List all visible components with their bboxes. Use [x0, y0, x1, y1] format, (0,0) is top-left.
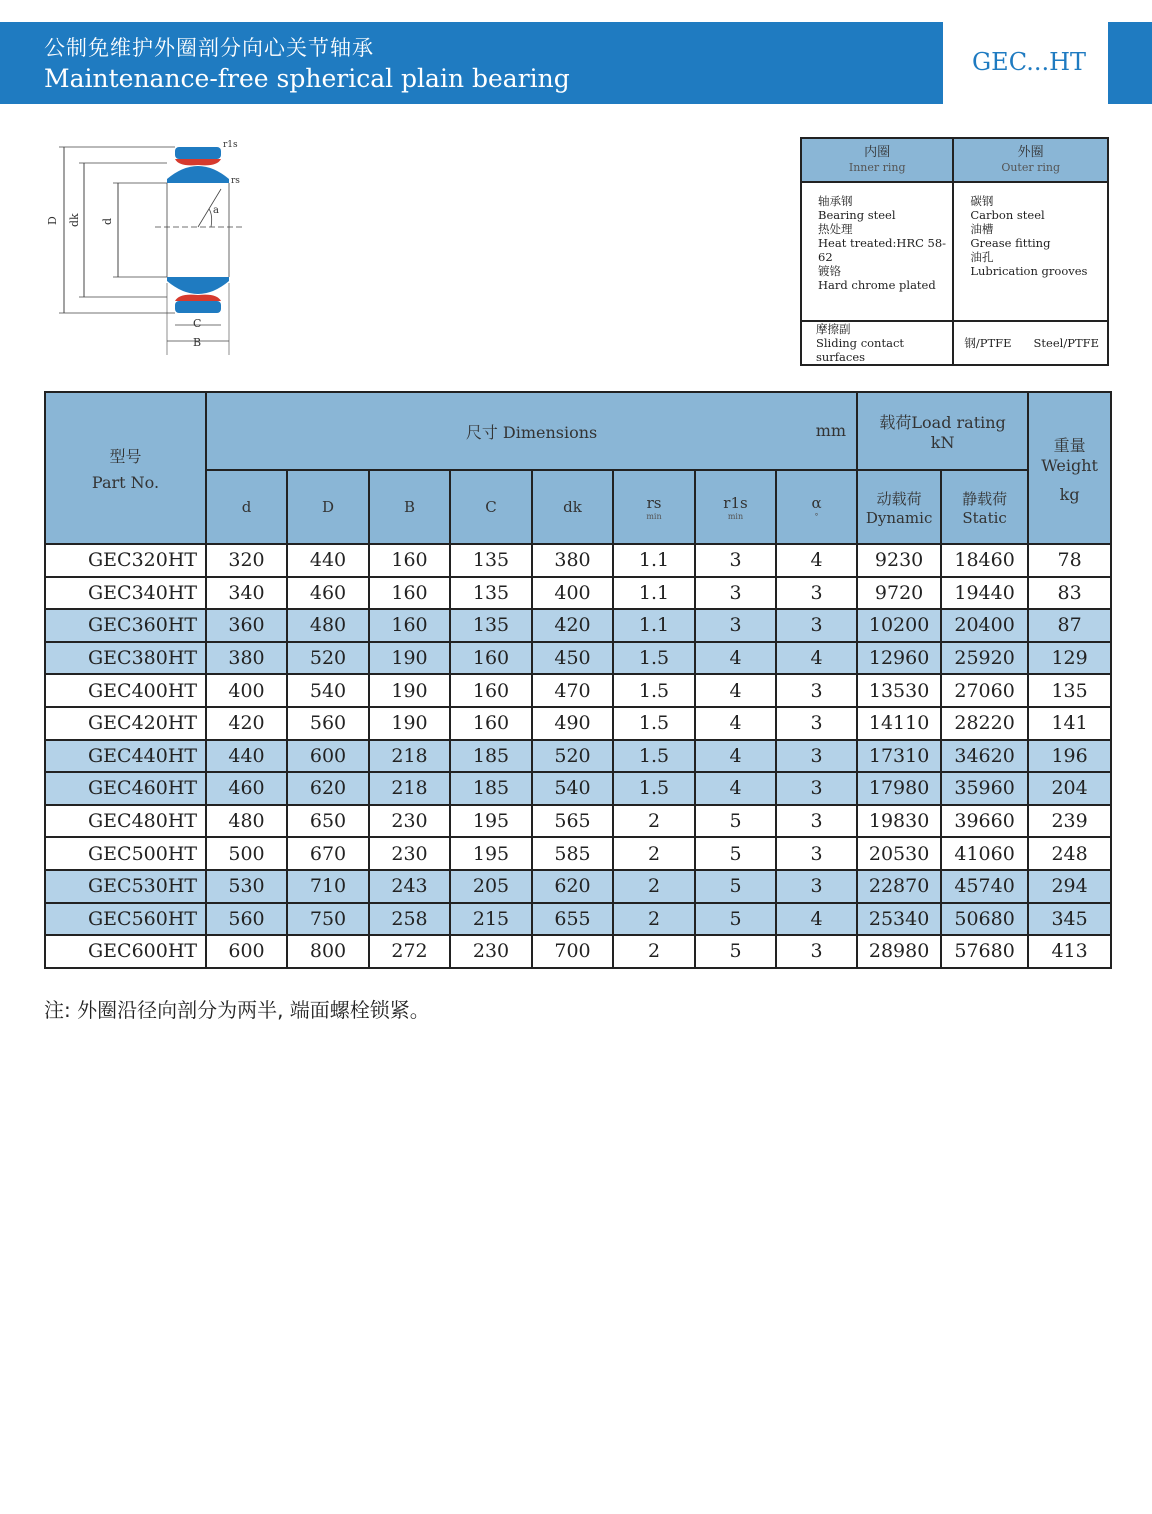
table-cell: 3 — [776, 772, 857, 805]
dimensions-unit: mm — [815, 421, 847, 440]
table-cell: 17310 — [857, 740, 941, 773]
table-cell: 160 — [450, 642, 532, 675]
table-cell: 670 — [287, 837, 369, 870]
table-row — [45, 903, 1111, 936]
table-cell: 450 — [532, 642, 613, 675]
spec-table — [44, 391, 1112, 969]
table-cell: 400 — [532, 577, 613, 610]
part-number-cell: GEC320HT — [45, 544, 206, 577]
table-cell: 345 — [1028, 903, 1111, 936]
table-cell: 565 — [532, 805, 613, 838]
table-cell: 460 — [287, 577, 369, 610]
inner-ring-spec: 轴承钢 Bearing steel 热处理 Heat treated:HRC 58-62 镀铬 Hard chrome plated — [801, 182, 953, 321]
table-cell: 420 — [206, 707, 287, 740]
table-cell: 18460 — [941, 544, 1028, 577]
table-cell: 1.5 — [613, 642, 695, 675]
col-r1s: r1s min — [695, 470, 776, 544]
table-cell: 12960 — [857, 642, 941, 675]
table-cell: 4 — [695, 642, 776, 675]
table-cell: 215 — [450, 903, 532, 936]
table-cell: 135 — [450, 577, 532, 610]
table-cell: 4 — [695, 707, 776, 740]
table-cell: 490 — [532, 707, 613, 740]
table-cell: 185 — [450, 740, 532, 773]
part-number-cell: GEC560HT — [45, 903, 206, 936]
table-cell: 3 — [776, 707, 857, 740]
table-cell: 500 — [206, 837, 287, 870]
table-cell: 1.5 — [613, 707, 695, 740]
table-cell: 19830 — [857, 805, 941, 838]
table-row — [45, 805, 1111, 838]
table-cell: 135 — [1028, 674, 1111, 707]
table-cell: 258 — [369, 903, 450, 936]
table-cell: 5 — [695, 935, 776, 968]
table-cell: 1.5 — [613, 674, 695, 707]
title-en: Maintenance-free spherical plain bearing — [44, 64, 570, 93]
table-cell: 248 — [1028, 837, 1111, 870]
table-cell: 4 — [776, 544, 857, 577]
table-cell: 470 — [532, 674, 613, 707]
table-cell: 25920 — [941, 642, 1028, 675]
table-cell: 218 — [369, 740, 450, 773]
col-D: D — [287, 470, 369, 544]
table-cell: 78 — [1028, 544, 1111, 577]
table-cell: 440 — [287, 544, 369, 577]
table-cell: 27060 — [941, 674, 1028, 707]
table-cell: 2 — [613, 870, 695, 903]
table-cell: 22870 — [857, 870, 941, 903]
label-D: D — [46, 216, 59, 225]
table-cell: 530 — [206, 870, 287, 903]
table-cell: 135 — [450, 544, 532, 577]
table-cell: 413 — [1028, 935, 1111, 968]
table-cell: 195 — [450, 837, 532, 870]
outer-ring-header: 外圈 Outer ring — [953, 138, 1108, 182]
table-cell: 3 — [776, 609, 857, 642]
table-cell: 1.5 — [613, 740, 695, 773]
part-number-cell: GEC360HT — [45, 609, 206, 642]
table-row — [45, 707, 1111, 740]
table-cell: 190 — [369, 674, 450, 707]
table-cell: 3 — [776, 935, 857, 968]
table-cell: 14110 — [857, 707, 941, 740]
table-cell: 1.1 — [613, 577, 695, 610]
table-cell: 600 — [287, 740, 369, 773]
part-number-cell: GEC500HT — [45, 837, 206, 870]
table-cell: 28220 — [941, 707, 1028, 740]
spec-table-body — [45, 544, 1111, 968]
table-cell: 50680 — [941, 903, 1028, 936]
part-number-cell: GEC530HT — [45, 870, 206, 903]
table-cell: 9720 — [857, 577, 941, 610]
table-cell: 520 — [287, 642, 369, 675]
label-a: a — [213, 205, 219, 216]
table-row — [45, 935, 1111, 968]
table-cell: 600 — [206, 935, 287, 968]
title-zh: 公制免维护外圈剖分向心关节轴承 — [44, 36, 374, 60]
table-cell: 380 — [206, 642, 287, 675]
series-label: GEC...HT — [972, 48, 1087, 76]
table-cell: 294 — [1028, 870, 1111, 903]
table-cell: 520 — [532, 740, 613, 773]
table-cell: 135 — [450, 609, 532, 642]
table-cell: 4 — [776, 642, 857, 675]
side-accent-bar — [1108, 22, 1152, 104]
part-number-cell: GEC600HT — [45, 935, 206, 968]
table-cell: 190 — [369, 707, 450, 740]
table-cell: 160 — [369, 577, 450, 610]
col-dk: dk — [532, 470, 613, 544]
load-rating-header: 载荷Load rating kN — [857, 392, 1028, 470]
part-number-cell: GEC400HT — [45, 674, 206, 707]
table-cell: 190 — [369, 642, 450, 675]
sliding-surface-label: 摩擦副 Sliding contact surfaces — [801, 321, 953, 365]
table-cell: 620 — [287, 772, 369, 805]
table-cell: 2 — [613, 837, 695, 870]
part-no-header: 型号 Part No. — [45, 392, 206, 544]
table-cell: 243 — [369, 870, 450, 903]
table-cell: 57680 — [941, 935, 1028, 968]
table-cell: 230 — [369, 837, 450, 870]
table-cell: 160 — [369, 544, 450, 577]
table-cell: 20400 — [941, 609, 1028, 642]
part-number-cell: GEC340HT — [45, 577, 206, 610]
table-row — [45, 642, 1111, 675]
table-cell: 218 — [369, 772, 450, 805]
table-cell: 160 — [450, 674, 532, 707]
table-cell: 25340 — [857, 903, 941, 936]
label-C: C — [193, 317, 202, 330]
inner-ring-header: 内圈 Inner ring — [801, 138, 953, 182]
table-cell: 360 — [206, 609, 287, 642]
part-number-cell: GEC380HT — [45, 642, 206, 675]
part-number-cell: GEC440HT — [45, 740, 206, 773]
table-cell: 5 — [695, 903, 776, 936]
footnote: 注: 外圈沿径向剖分为两半, 端面螺栓锁紧。 — [44, 998, 430, 1022]
table-row — [45, 740, 1111, 773]
table-cell: 28980 — [857, 935, 941, 968]
table-cell: 3 — [776, 837, 857, 870]
bearing-cross-section-drawing — [45, 135, 245, 360]
table-cell: 204 — [1028, 772, 1111, 805]
table-cell: 230 — [450, 935, 532, 968]
table-cell: 19440 — [941, 577, 1028, 610]
table-cell: 480 — [287, 609, 369, 642]
table-cell: 320 — [206, 544, 287, 577]
table-cell: 10200 — [857, 609, 941, 642]
table-cell: 3 — [695, 609, 776, 642]
table-cell: 35960 — [941, 772, 1028, 805]
table-cell: 20530 — [857, 837, 941, 870]
table-row — [45, 772, 1111, 805]
header-banner — [0, 22, 943, 104]
table-cell: 4 — [695, 674, 776, 707]
table-cell: 3 — [776, 740, 857, 773]
part-number-cell: GEC480HT — [45, 805, 206, 838]
col-rs: rs min — [613, 470, 695, 544]
table-cell: 650 — [287, 805, 369, 838]
table-cell: 45740 — [941, 870, 1028, 903]
table-cell: 2 — [613, 935, 695, 968]
table-cell: 585 — [532, 837, 613, 870]
col-d: d — [206, 470, 287, 544]
table-cell: 750 — [287, 903, 369, 936]
sliding-surface-value: 钢/PTFE Steel/PTFE — [953, 321, 1108, 365]
table-cell: 129 — [1028, 642, 1111, 675]
table-cell: 160 — [450, 707, 532, 740]
table-cell: 4 — [695, 772, 776, 805]
col-C: C — [450, 470, 532, 544]
table-row — [45, 837, 1111, 870]
table-cell: 9230 — [857, 544, 941, 577]
table-cell: 3 — [776, 577, 857, 610]
table-cell: 400 — [206, 674, 287, 707]
table-cell: 4 — [776, 903, 857, 936]
outer-ring-spec: 碳钢 Carbon steel 油槽 Grease fitting 油孔 Lubrication grooves — [953, 182, 1108, 321]
table-cell: 1.1 — [613, 609, 695, 642]
table-cell: 560 — [206, 903, 287, 936]
table-cell: 5 — [695, 805, 776, 838]
table-cell: 700 — [532, 935, 613, 968]
table-row — [45, 674, 1111, 707]
table-cell: 1.1 — [613, 544, 695, 577]
table-cell: 2 — [613, 805, 695, 838]
dimensions-header: 尺寸 Dimensions mm — [206, 392, 857, 470]
table-row — [45, 609, 1111, 642]
table-cell: 655 — [532, 903, 613, 936]
table-cell: 195 — [450, 805, 532, 838]
table-cell: 196 — [1028, 740, 1111, 773]
table-cell: 3 — [776, 870, 857, 903]
table-cell: 87 — [1028, 609, 1111, 642]
table-cell: 710 — [287, 870, 369, 903]
col-alpha: α ° — [776, 470, 857, 544]
table-cell: 800 — [287, 935, 369, 968]
table-cell: 83 — [1028, 577, 1111, 610]
table-cell: 2 — [613, 903, 695, 936]
col-B: B — [369, 470, 450, 544]
label-dk: dk — [68, 213, 81, 227]
label-rs: rs — [231, 176, 240, 186]
table-row — [45, 577, 1111, 610]
label-r1s: r1s — [223, 140, 238, 150]
table-cell: 17980 — [857, 772, 941, 805]
table-cell: 41060 — [941, 837, 1028, 870]
table-cell: 185 — [450, 772, 532, 805]
table-cell: 205 — [450, 870, 532, 903]
weight-header: 重量 Weight kg — [1028, 392, 1111, 544]
table-row — [45, 870, 1111, 903]
materials-table — [800, 137, 1109, 366]
part-number-cell: GEC420HT — [45, 707, 206, 740]
table-cell: 141 — [1028, 707, 1111, 740]
col-dynamic: 动载荷 Dynamic — [857, 470, 941, 544]
table-cell: 13530 — [857, 674, 941, 707]
table-cell: 3 — [776, 674, 857, 707]
table-cell: 4 — [695, 740, 776, 773]
table-cell: 34620 — [941, 740, 1028, 773]
table-cell: 160 — [369, 609, 450, 642]
table-cell: 230 — [369, 805, 450, 838]
table-cell: 380 — [532, 544, 613, 577]
table-cell: 3 — [695, 577, 776, 610]
table-cell: 1.5 — [613, 772, 695, 805]
table-cell: 440 — [206, 740, 287, 773]
table-cell: 5 — [695, 837, 776, 870]
table-cell: 272 — [369, 935, 450, 968]
table-row — [45, 544, 1111, 577]
table-cell: 340 — [206, 577, 287, 610]
table-cell: 39660 — [941, 805, 1028, 838]
part-number-cell: GEC460HT — [45, 772, 206, 805]
table-cell: 540 — [287, 674, 369, 707]
table-cell: 420 — [532, 609, 613, 642]
table-cell: 3 — [695, 544, 776, 577]
label-B: B — [193, 336, 202, 349]
table-cell: 560 — [287, 707, 369, 740]
col-static: 静载荷 Static — [941, 470, 1028, 544]
table-cell: 480 — [206, 805, 287, 838]
table-cell: 5 — [695, 870, 776, 903]
table-cell: 460 — [206, 772, 287, 805]
table-cell: 540 — [532, 772, 613, 805]
table-cell: 620 — [532, 870, 613, 903]
label-d: d — [101, 217, 114, 225]
table-cell: 239 — [1028, 805, 1111, 838]
table-cell: 3 — [776, 805, 857, 838]
